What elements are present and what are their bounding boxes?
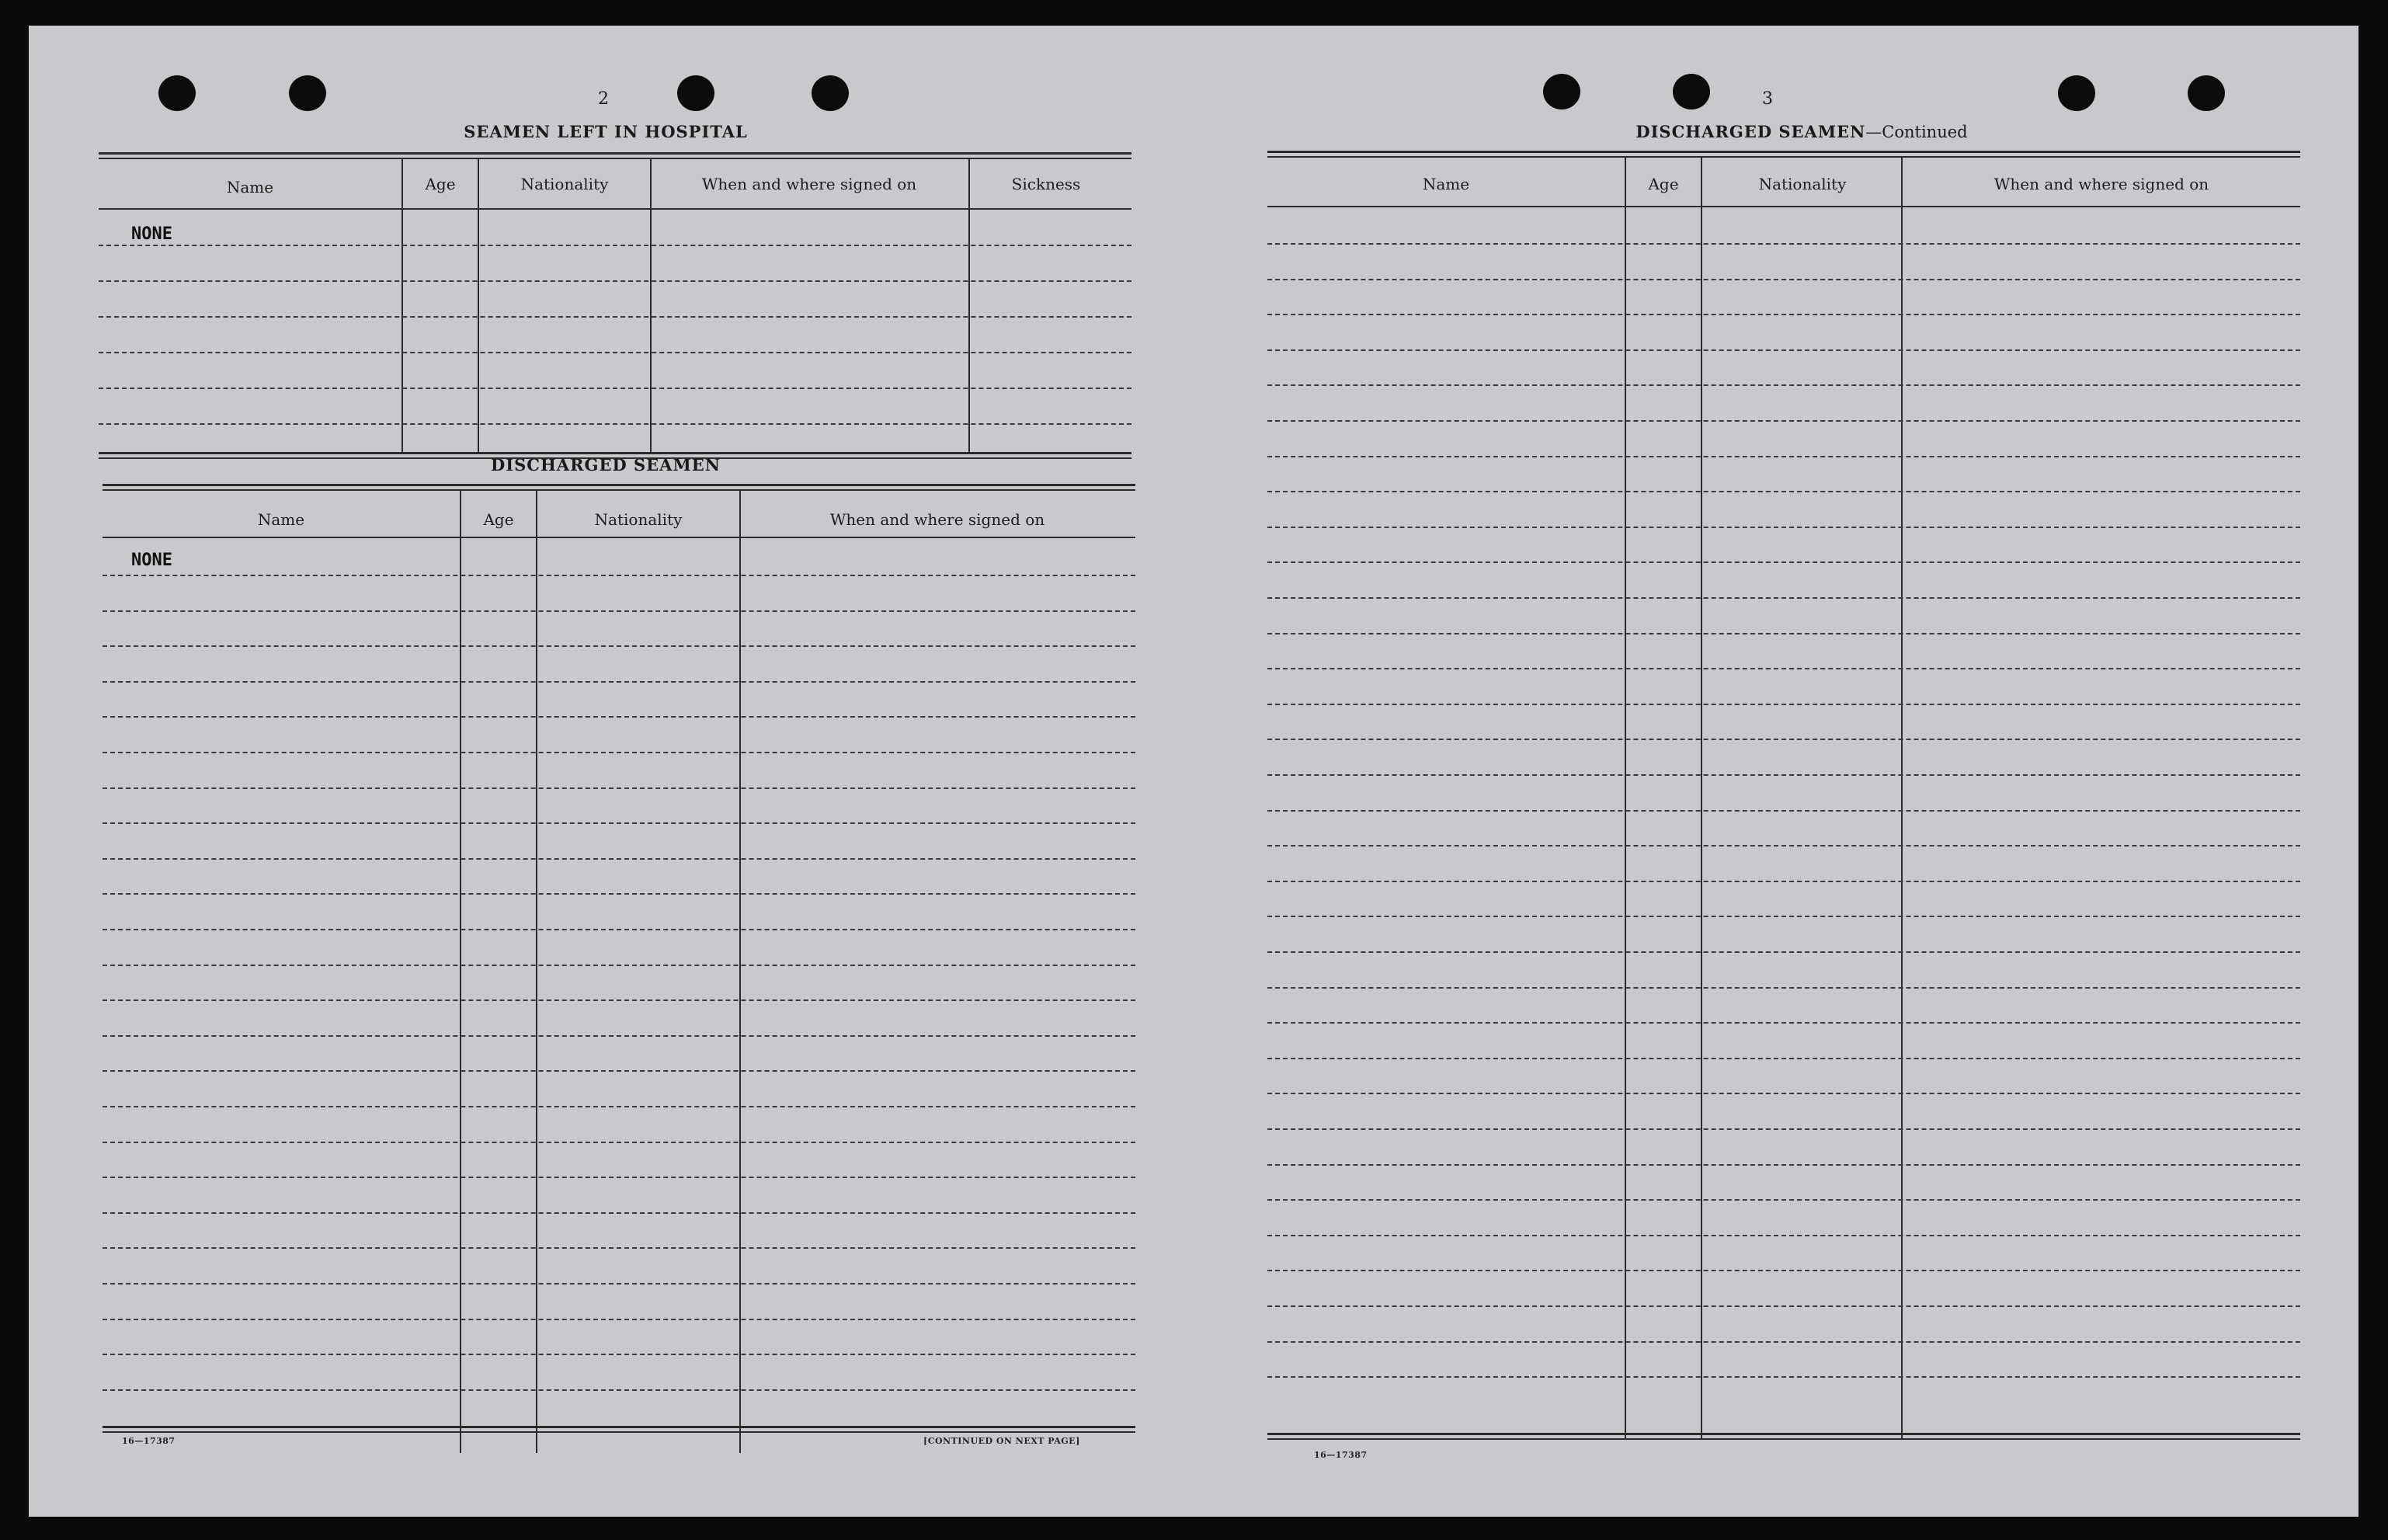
punch-hole xyxy=(1673,74,1710,110)
row-line xyxy=(1267,384,2300,386)
row-line xyxy=(1267,1376,2300,1378)
discharged-col-divider xyxy=(460,490,461,1453)
row-line xyxy=(1267,279,2300,280)
row-line xyxy=(1267,1022,2300,1024)
punch-hole xyxy=(2058,75,2095,111)
hospital-row-line xyxy=(99,280,1131,282)
discharged-cont-title xyxy=(1413,122,2190,141)
row-line xyxy=(103,858,1135,860)
hospital-col-divider xyxy=(650,159,652,454)
row-line xyxy=(1267,491,2300,492)
row-line xyxy=(103,716,1135,718)
row-line xyxy=(1267,704,2300,705)
row-line xyxy=(1267,845,2300,846)
right-col-age: Age xyxy=(1648,175,1679,193)
row-line xyxy=(103,999,1135,1001)
row-line xyxy=(103,1070,1135,1072)
discharged-col-divider xyxy=(536,490,537,1453)
row-line xyxy=(1267,314,2300,315)
form-number: 16—17387 xyxy=(1314,1450,1368,1460)
row-line xyxy=(1267,810,2300,812)
punch-hole xyxy=(812,75,849,111)
punch-hole xyxy=(2188,75,2225,111)
discharged-bottom-rule xyxy=(103,1426,1135,1433)
right-col-name: Name xyxy=(1422,175,1470,193)
right-top-rule xyxy=(1267,151,2300,158)
hospital-col-age: Age xyxy=(425,175,456,193)
row-line xyxy=(103,787,1135,789)
right-header-rule xyxy=(1267,206,2300,207)
row-line xyxy=(1267,1199,2300,1201)
punch-hole xyxy=(1543,74,1580,110)
hospital-col-name: Name xyxy=(226,178,274,196)
continued-note: [CONTINUED ON NEXT PAGE] xyxy=(923,1436,1080,1446)
discharged-col-age: Age xyxy=(483,510,514,529)
row-line xyxy=(1267,633,2300,634)
row-line xyxy=(1267,987,2300,989)
hospital-row-line xyxy=(99,245,1131,246)
row-line xyxy=(1267,456,2300,457)
row-line xyxy=(103,822,1135,824)
discharged-top-rule xyxy=(103,484,1135,491)
discharged-cont-title-suffix: —Continued xyxy=(1865,123,1968,141)
hospital-col-sickness: Sickness xyxy=(1011,175,1081,193)
row-line xyxy=(103,645,1135,647)
row-line xyxy=(1267,1128,2300,1130)
row-line xyxy=(1267,1093,2300,1094)
row-line xyxy=(103,681,1135,683)
hospital-col-nationality: Nationality xyxy=(520,175,609,193)
row-line xyxy=(103,1212,1135,1214)
row-line xyxy=(1267,668,2300,669)
discharged-cont-title-main: DISCHARGED SEAMEN xyxy=(1635,122,1866,141)
punch-hole xyxy=(289,75,326,111)
hospital-row-line xyxy=(99,423,1131,425)
row-line xyxy=(103,1283,1135,1284)
row-line xyxy=(1267,881,2300,882)
row-line xyxy=(1267,420,2300,422)
row-line xyxy=(1267,1270,2300,1271)
row-line xyxy=(103,1142,1135,1143)
page-number: 2 xyxy=(598,89,609,109)
hospital-col-divider xyxy=(478,159,479,454)
right-col-signed-on: When and where signed on xyxy=(1993,175,2209,193)
row-line xyxy=(103,1177,1135,1178)
row-line xyxy=(103,1389,1135,1391)
row-line xyxy=(103,610,1135,612)
hospital-row-line xyxy=(99,352,1131,353)
row-line xyxy=(1267,243,2300,245)
hospital-col-divider xyxy=(968,159,970,454)
form-number: 16—17387 xyxy=(122,1436,176,1446)
row-line xyxy=(1267,1305,2300,1307)
row-line xyxy=(1267,1164,2300,1166)
discharged-col-divider xyxy=(739,490,741,1453)
discharged-header-rule xyxy=(103,537,1135,538)
row-line xyxy=(1267,774,2300,776)
punch-hole xyxy=(158,75,196,111)
hospital-entry-none: NONE xyxy=(131,224,172,244)
page-number: 3 xyxy=(1762,89,1773,109)
row-line xyxy=(1267,349,2300,351)
hospital-top-rule xyxy=(99,152,1131,159)
punch-hole xyxy=(677,75,714,111)
right-col-nationality: Nationality xyxy=(1758,175,1847,193)
hospital-row-line xyxy=(99,388,1131,389)
right-bottom-rule xyxy=(1267,1433,2300,1440)
hospital-col-signed-on: When and where signed on xyxy=(701,175,917,193)
hospital-row-line xyxy=(99,316,1131,318)
row-line xyxy=(103,1035,1135,1037)
row-line xyxy=(103,893,1135,895)
discharged-col-name: Name xyxy=(257,510,305,529)
discharged-title: DISCHARGED SEAMEN xyxy=(491,455,721,475)
row-line xyxy=(103,1354,1135,1355)
hospital-header-rule xyxy=(99,208,1131,210)
row-line xyxy=(1267,561,2300,563)
row-line xyxy=(103,1247,1135,1249)
row-line xyxy=(1267,951,2300,953)
manifest-spread xyxy=(29,26,2358,1517)
row-line xyxy=(103,752,1135,753)
row-line xyxy=(1267,739,2300,740)
discharged-col-signed-on: When and where signed on xyxy=(829,510,1045,529)
hospital-title: SEAMEN LEFT IN HOSPITAL xyxy=(464,122,748,141)
discharged-col-nationality: Nationality xyxy=(594,510,683,529)
row-line xyxy=(103,965,1135,966)
row-line xyxy=(1267,527,2300,528)
row-line xyxy=(103,929,1135,930)
row-line xyxy=(1267,597,2300,599)
row-line xyxy=(1267,916,2300,917)
discharged-entry-none: NONE xyxy=(131,551,172,570)
hospital-col-divider xyxy=(401,159,403,454)
row-line xyxy=(103,575,1135,576)
row-line xyxy=(1267,1341,2300,1343)
row-line xyxy=(103,1106,1135,1107)
row-line xyxy=(103,1319,1135,1320)
row-line xyxy=(1267,1235,2300,1236)
row-line xyxy=(1267,1058,2300,1059)
